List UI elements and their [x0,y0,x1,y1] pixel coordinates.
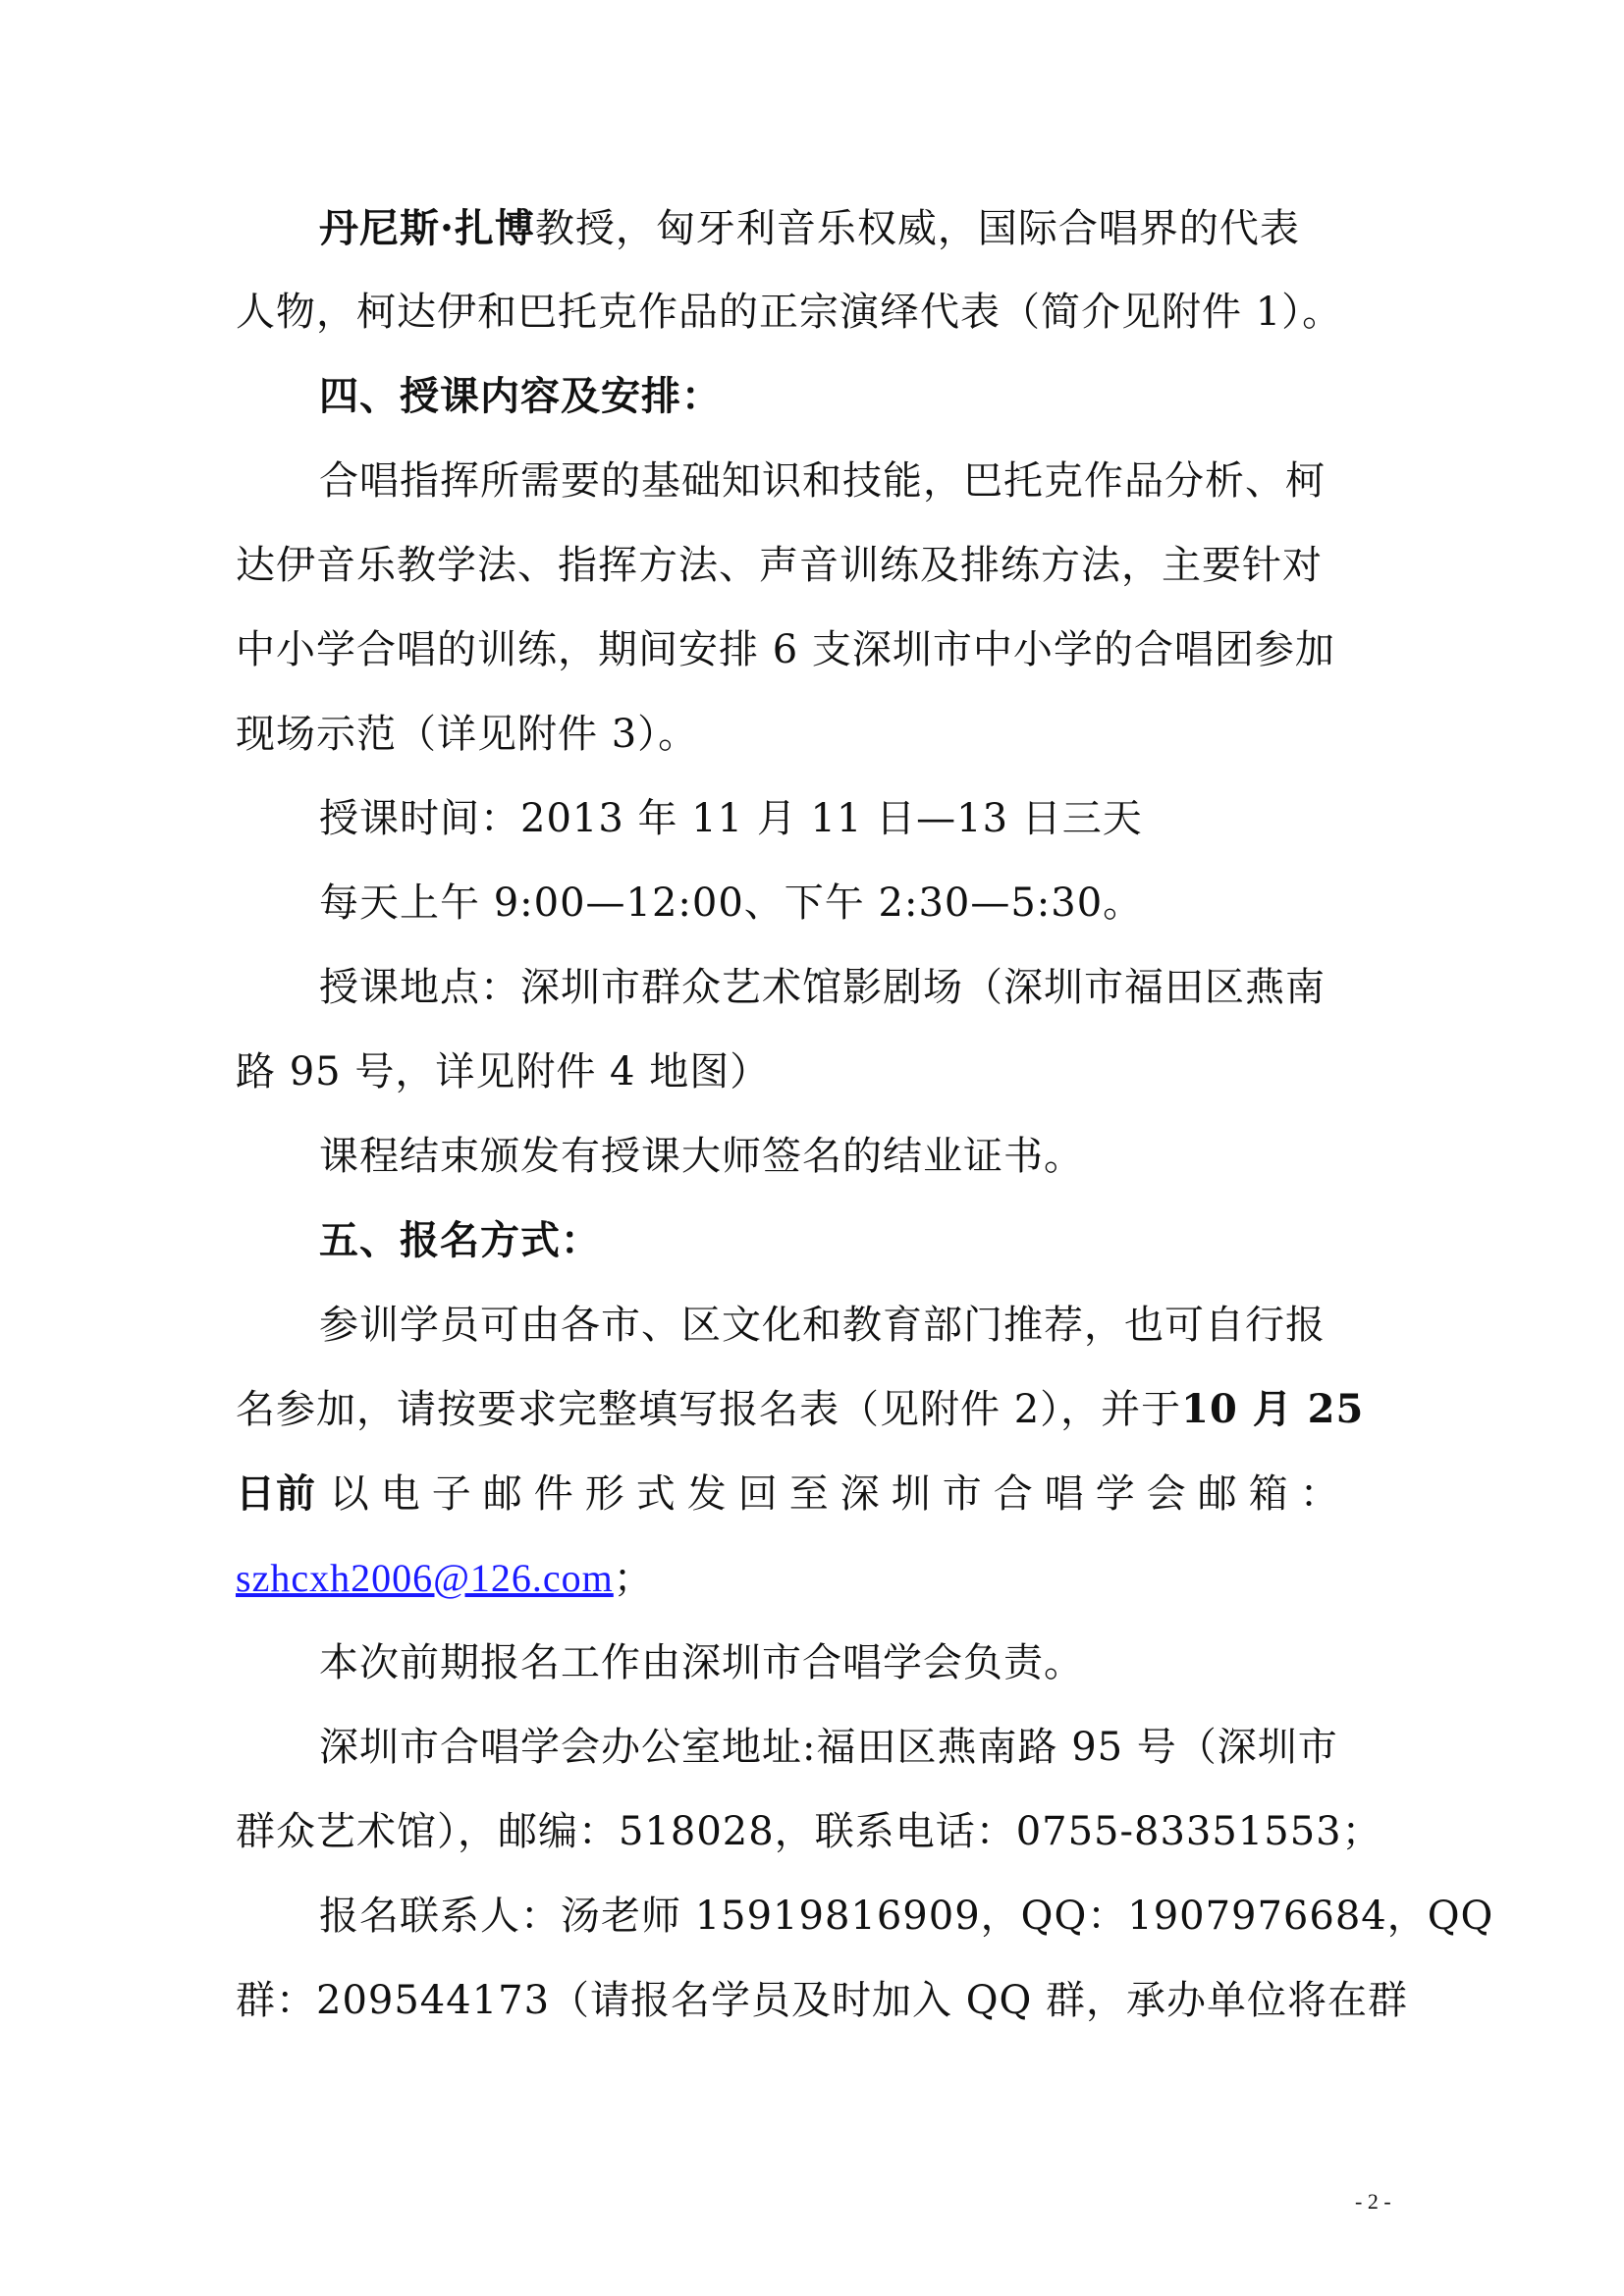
email-link[interactable]: szhcxh2006@126.com [236,1556,614,1600]
page-number: - 2 - [1355,2189,1391,2214]
registration-line-3 [236,1468,1351,1520]
intro-line-2: 人物，柯达伊和巴托克作品的正宗演绎代表（简介见附件 1）。 [236,290,1343,335]
registration-line-2-text: 名参加，请按要求完整填写报名表（见附件 2），并于 [236,1387,1182,1432]
email-suffix: ； [613,1556,654,1601]
responsibility-note: 本次前期报名工作由深圳市合唱学会负责。 [319,1640,1084,1685]
daily-schedule: 每天上午 9:00—12:00、下午 2:30—5:30。 [319,881,1144,926]
intro-line-1 [319,203,1300,254]
office-address-line: 深圳市合唱学会办公室地址:福田区燕南路 95 号（深圳市 [319,1725,1338,1770]
professor-name: 丹尼斯·扎博 [319,205,535,251]
course-time: 授课时间：2013 年 11 月 11 日—13 日三天 [319,796,1143,841]
course-location-line: 路 95 号，详见附件 4 地图） [236,1049,771,1095]
section-5-heading: 五、报名方式： [319,1218,601,1263]
section-4-content-line: 合唱指挥所需要的基础知识和技能，巴托克作品分析、柯 [319,458,1326,504]
contact-line: 群：209544173（请报名学员及时加入 QQ 群，承办单位将在群 [236,1978,1409,2023]
registration-line-2 [236,1384,1364,1435]
section-4-content-line: 达伊音乐教学法、指挥方法、声音训练及排练方法，主要针对 [236,543,1323,588]
section-4-heading: 四、授课内容及安排： [319,374,722,419]
section-4-content-line: 中小学合唱的训练，期间安排 6 支深圳市中小学的合唱团参加 [236,627,1335,672]
registration-line-3-text: 以电子邮件形式发回至深圳市合唱学会邮箱： [329,1471,1351,1517]
registration-line-1: 参训学员可由各市、区文化和教育部门推荐，也可自行报 [319,1303,1326,1348]
certificate-note: 课程结束颁发有授课大师签名的结业证书。 [319,1134,1084,1179]
course-location-line: 授课地点：深圳市群众艺术馆影剧场（深圳市福田区燕南 [319,965,1326,1010]
contact-line: 报名联系人：汤老师 15919816909，QQ：1907976684，QQ [319,1894,1494,1939]
office-address-line: 群众艺术馆），邮编：518028，联系电话：0755-83351553； [236,1809,1382,1854]
section-4-content-line: 现场示范（详见附件 3）。 [236,712,699,757]
intro-line-1-text: 教授，匈牙利音乐权威，国际合唱界的代表 [534,206,1300,251]
deadline-suffix: 日前 [236,1470,316,1517]
deadline-date: 10 月 25 [1181,1386,1365,1432]
email-line [236,1553,654,1604]
